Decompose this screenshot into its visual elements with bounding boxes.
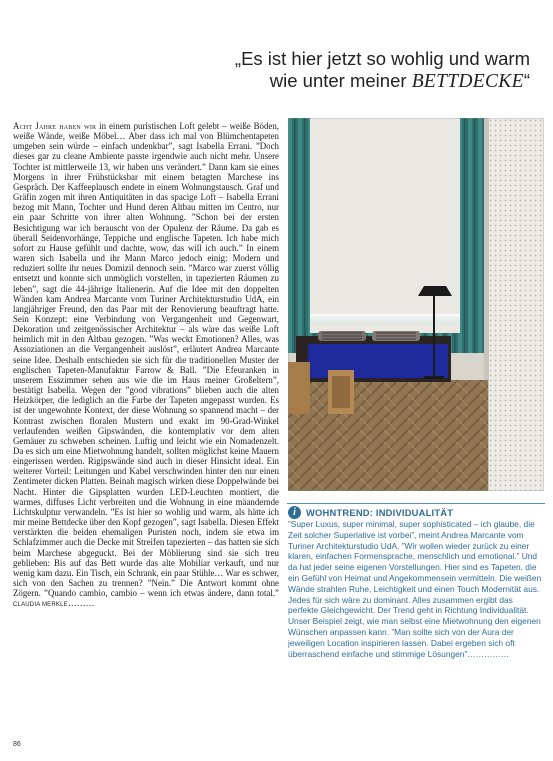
article-lead-in: Acht Jahre haben wir [13, 121, 97, 131]
infobox-title: WOHNTREND: INDIVIDUALITÄT [306, 507, 454, 518]
page-number: 86 [13, 741, 21, 748]
floor-lamp [418, 286, 452, 296]
article-paragraph [13, 121, 279, 611]
bedroom-photo [288, 118, 544, 491]
bedside-stool [288, 362, 310, 414]
info-icon: i [288, 506, 301, 519]
article-end-dots: ……… [67, 598, 95, 609]
infobox-text: ”Super Luxus, super minimal, super sophisticated – ich glaube, die Zeit solcher Superlative ist vorbei”, meint Andrea Marcante vom Turiner Architekturstudio UdA. ”Wir wollen wieder zurück zu einer klaren, einfachen Formensprache, menschlich und emotional.” Und da hat jeder seine eigenen Vorstellungen. Hier sind es Tapeten, die ein Gefühl von Heimat und Angekommensein vermitteln. Die weißen Wände strahlen Ruhe, Leichtigkeit und einen Touch Modernität aus. Jedes für sich wäre zu dominant. Alles zusammen ergibt das perfekte Gleichgewicht. Der Trend geht in Richtung Individualität. Unser Beispiel zeigt, wie man selbst eine Mietwohnung den eigenen Wünschen anpassen kann. ”Man sollte sich von der Aura der jeweiligen Location inspirieren lassen. Dabei ergeben sich oft überraschend einfache und stimmige Lösungen”…………… [288, 519, 542, 659]
article-body [13, 121, 279, 611]
article-text: in einem puristischen Loft gelebt – weiße Böden, weiße Wände, weiße Möbel… Aber dass ich mal von Blümchentapeten umgeben sein würde – einfach undenkbar”, sagt Isabella Errani. ”Doch dieses gar zu cleane Ambiente passte irgendwie auch nicht mehr. Unsere Tochter ist mittlerweile 13, wir haben uns verändert.” Dann kam sie eines Morgens in ihrer Frühstücksbar mit einem betagten Marchese ins Gespräch. Der Kaffeeplausch endete in einem Wohnungstausch. Graf und Gräfin zogen mit ihren Antiquitäten in das spacige Loft – Isabella Errani bezog mit Mann, Tochter und Hund deren Altbau mitten im Centro, nur ein paar Schritte von ihrer alten Wohnung. ”Schon bei der ersten Besichtigung war ich berauscht von der Opulenz der Räume. Da gab es überall Seidenvorhänge, Teppiche und englische Tapeten. Ich habe mich sofort zu Hause gefühlt und dachte, wow, das will ich auch.” In einem waren sich Isabella und ihr Mann Marco jedoch einig: Modern und reduziert sollte ihr neues Domizil dennoch sein. ”Marco war zuerst völlig entsetzt und konnte sich unmöglich vorstellen, in tapezierten Räumen zu leben”, sagt die 44-jährige Italienerin. Auf die Idee mit den doppelten Wänden kam Andrea Marcante vom Turiner Architekturstudio UdA, ein langjähriger Freund, den das Paar mit der Renovierung beauftragt hatte. Sein Konzept: eine Verbindung von Vergangenheit und Gegenwart, Dekoration und zeitgenössischer Architektur – als wäre das weiße Loft heimlich mit in den Altbau gezogen. ”Was weckt Emotionen? Alles, was Assoziationen an die Vergangenheit auslöst”, erläutert Andrea Marcante seine Idee. Deshalb entschieden sie sich für die traditionellen Muster der englischen Tapeten-Manufaktur Farrow & Ball. ”Die Efeuranken in unserem Esszimmer sehen aus wie die im Haus meiner Großeltern”, bestätigt Isabella. Wegen der ”good vibrations” blieben auch die alten Heizkörper, die lediglich an die Farbe der Tapeten angepasst wurden. Es ist der ungewohnte Kontext, der diese Wohnung so spannend macht – der Kontrast zwischen floralen Mustern und exakt im 90-Grad-Winkel verlaufenden weißen Gipswänden, die kontemplativ vor dem alten Gemäuer zu schweben scheinen. Luftig und leicht wie ein Nomadenzelt. Da es sich um eine Mietwohnung handelt, sollten möglichst keine Mauern eingerissen werden. Rigipswände sind auch in dieser Hinsicht ideal. Ein weiterer Vorteil: Leitungen und Kabel verschwinden hinter den nur einen Zentimeter dicken Platten. Beinah magisch wirken diese Doppelwände bei Nacht. Hinter die Gipsplatten wurden LED-Leuchten montiert, die warmes, diffuses Licht verbreiten und die Wohnung in eine mäandernde Lichtskulptur verwandeln. ”Es ist hier so wohlig und warm, als hätte ich mir meine Bettdecke über den Kopf gezogen”, sagt Isabella. Diesen Effekt verstärkten die beiden ehemaligen Puristen noch, indem sie etwa im Schlafzimmer auch die Decke mit Streifen tapezierten – das hatten sie sich beim Marchese abgeguckt. Bei der Möblierung sind sie sich treu geblieben: Bis auf das Bett wurde das alte Mobiliar verkauft, und nur wenig kam dazu. Ein Tisch, ein Schrank, ein paar Stühle… War es schwer, sich von den Sachen zu trennen? ”Nein.” Die Antwort kommt ohne Zögern. ”Quando cambio, cambio – wenn ich etwas ändere, dann total.” [13, 121, 279, 599]
heading-line-1: „Es ist hier jetzt so wohlig und warm [234, 48, 530, 69]
bedroom-illustration [288, 118, 544, 491]
heading-emphasis: BETTDECKE [411, 71, 524, 92]
infobox-rule [287, 503, 545, 504]
white-partition-wall [310, 118, 460, 333]
heading-closing-quote: “ [523, 70, 530, 91]
dotted-wallpaper-column [488, 118, 544, 491]
article-author: CLAUDIA MERKLE [13, 602, 68, 609]
heading-line-2-text: wie unter meiner [269, 70, 412, 91]
pull-quote-heading [150, 48, 530, 93]
heading-line-2 [150, 70, 530, 93]
